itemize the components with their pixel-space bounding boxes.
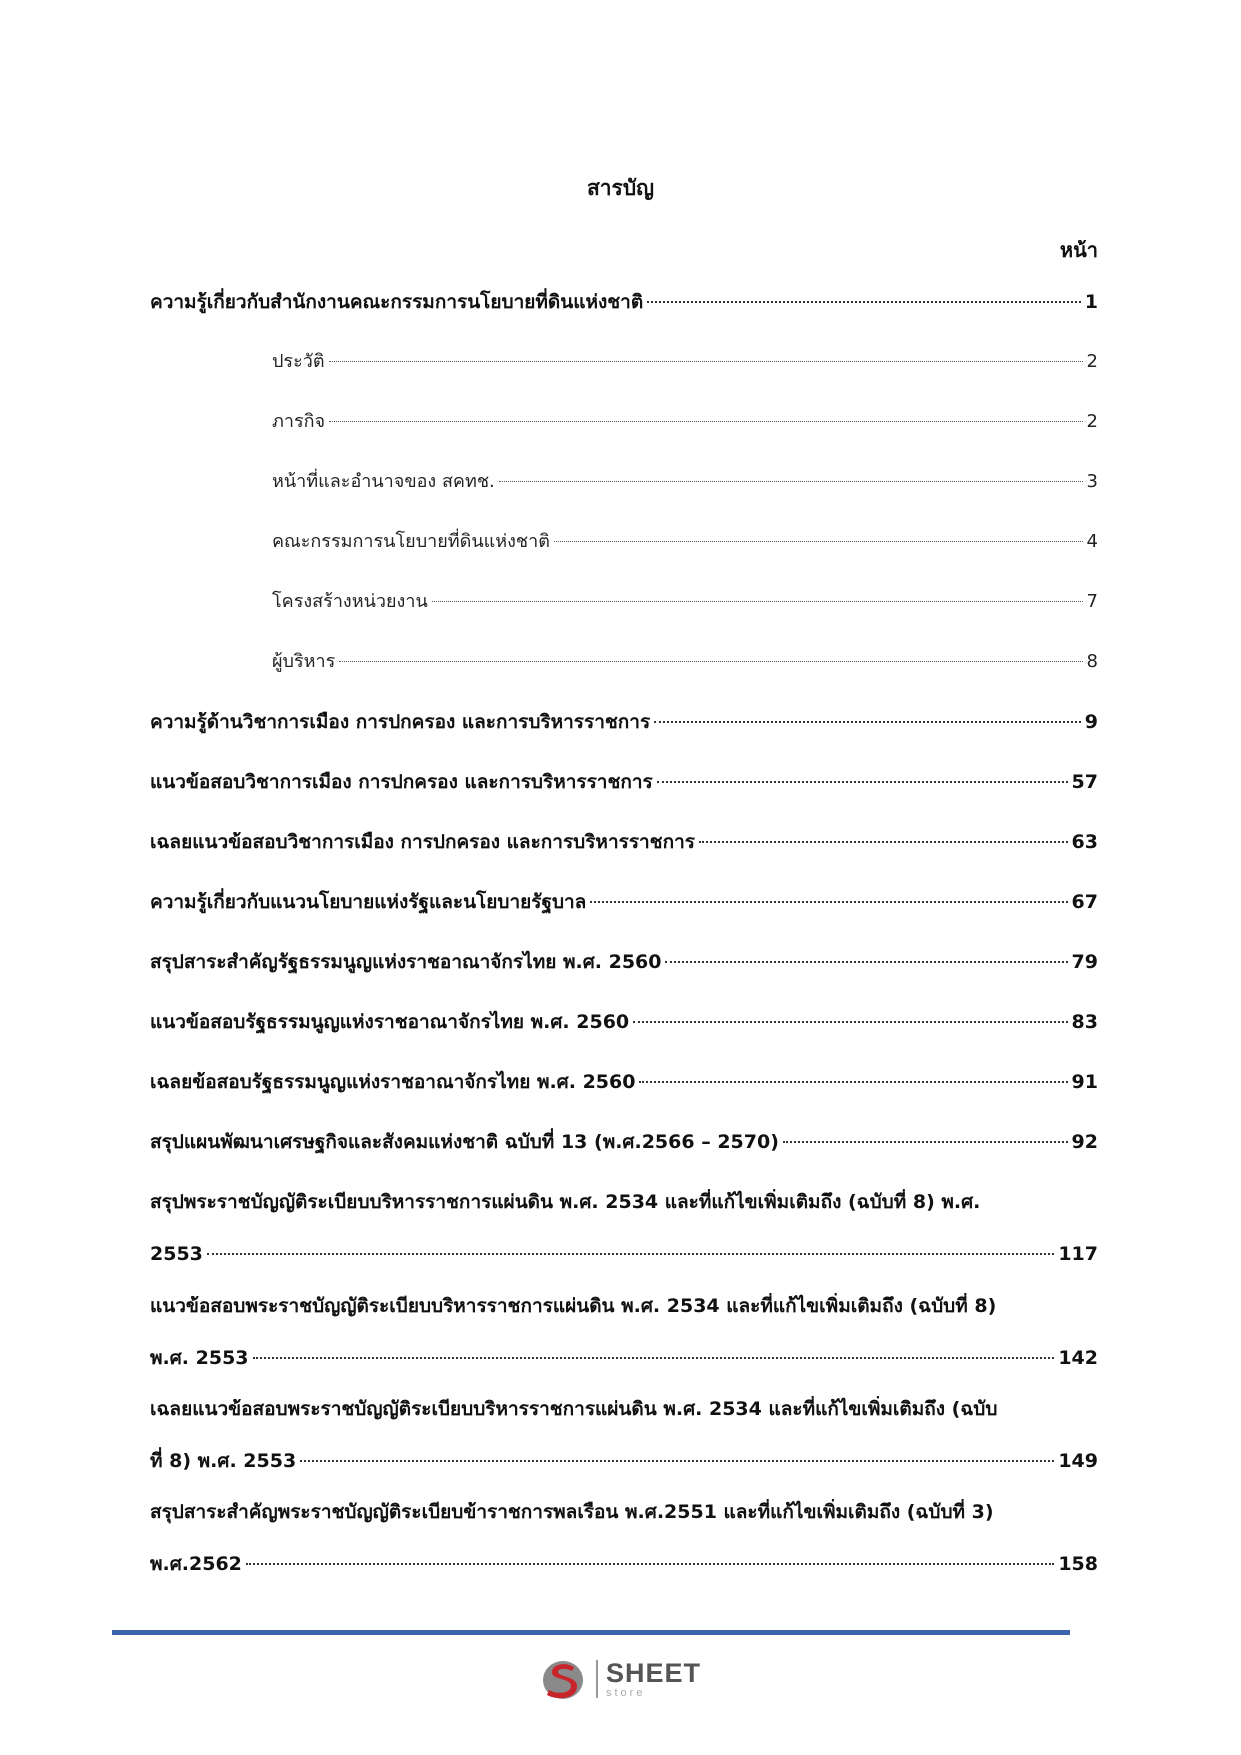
- toc-entry-title: เฉลยแนวข้อสอบวิชาการเมือง การปกครอง และการบริหารราชการ: [150, 831, 695, 853]
- leader-dots: [207, 1253, 1054, 1255]
- toc-entry-page: 2: [1086, 351, 1098, 372]
- toc-entry-title: ความรู้ด้านวิชาการเมือง การปกครอง และการบริหารราชการ: [150, 711, 651, 733]
- toc-entry-title: สรุปสาระสำคัญรัฐธรรมนูญแห่งราชอาณาจักรไทย พ.ศ. 2560: [150, 951, 662, 973]
- toc-entry-page: 1: [1084, 291, 1098, 313]
- leader-dots: [647, 301, 1081, 303]
- leader-dots: [654, 721, 1081, 723]
- leader-dots: [783, 1141, 1068, 1143]
- toc-entry[interactable]: [150, 1499, 1098, 1577]
- leader-dots: [665, 961, 1067, 963]
- toc-entry-page: 63: [1071, 831, 1098, 853]
- toc-entry-page: 79: [1071, 951, 1098, 973]
- toc-entry-title-line1: แนวข้อสอบพระราชบัญญัติระเบียบบริหารราชการแผ่นดิน พ.ศ. 2534 และที่แก้ไขเพิ่มเติมถึง (ฉบับที่ 8): [150, 1295, 997, 1317]
- toc-entry-page: 4: [1086, 531, 1098, 552]
- toc-entry-title: โครงสร้างหน่วยงาน: [272, 591, 428, 612]
- toc-entry-page: 8: [1086, 651, 1098, 672]
- toc-entry[interactable]: [150, 769, 1098, 795]
- logo-subword: store: [606, 1686, 646, 1699]
- toc-subentry[interactable]: [272, 469, 1098, 495]
- toc-entry[interactable]: [150, 889, 1098, 915]
- logo-word: SHEET: [606, 1657, 702, 1688]
- toc-entry-page: 91: [1071, 1071, 1098, 1093]
- toc-entry[interactable]: [150, 1293, 1098, 1371]
- toc-subentry[interactable]: [272, 349, 1098, 375]
- toc-entry-page: 158: [1058, 1553, 1098, 1575]
- toc-subentry[interactable]: [272, 529, 1098, 555]
- toc-entry[interactable]: [150, 1129, 1098, 1155]
- toc-entry[interactable]: [150, 1009, 1098, 1035]
- toc-entry-title: ความรู้เกี่ยวกับแนวนโยบายแห่งรัฐและนโยบายรัฐบาล: [150, 891, 587, 913]
- leader-dots: [499, 481, 1083, 482]
- toc-entry-title: หน้าที่และอำนาจของ สคทช.: [272, 471, 495, 492]
- toc-entry[interactable]: [150, 709, 1098, 735]
- leader-dots: [657, 781, 1068, 783]
- toc-entry-title-line1: สรุปสาระสำคัญพระราชบัญญัติระเบียบข้าราชการพลเรือน พ.ศ.2551 และที่แก้ไขเพิ่มเติมถึง (ฉบับที่ 3): [150, 1501, 994, 1523]
- footer-rule: [112, 1630, 1070, 1635]
- toc-entry-page: 83: [1071, 1011, 1098, 1033]
- leader-dots: [699, 841, 1068, 843]
- toc-subentry[interactable]: [272, 649, 1098, 675]
- toc-entry[interactable]: [150, 1396, 1098, 1474]
- toc-entry[interactable]: [150, 1069, 1098, 1095]
- page-title: สารบัญ: [586, 176, 655, 200]
- toc-entry-title-line2: พ.ศ.2562: [150, 1553, 242, 1575]
- toc-entry-title: คณะกรรมการนโยบายที่ดินแห่งชาติ: [272, 531, 550, 552]
- logo-separator: [596, 1660, 598, 1698]
- leader-dots: [339, 661, 1082, 662]
- toc-entry-page: 57: [1071, 771, 1098, 793]
- toc-subentry[interactable]: [272, 589, 1098, 615]
- leader-dots: [300, 1460, 1054, 1462]
- leader-dots: [253, 1357, 1055, 1359]
- toc-entry-page: 9: [1084, 711, 1098, 733]
- page-column-header: หน้า: [1059, 238, 1098, 262]
- toc-entry-title-line2: 2553: [150, 1243, 203, 1265]
- logo-s-icon: [540, 1656, 590, 1702]
- toc-entry-title: ประวัติ: [272, 351, 325, 372]
- leader-dots: [432, 601, 1083, 602]
- toc-entry[interactable]: [150, 1189, 1098, 1267]
- toc-entry-page: 149: [1058, 1450, 1098, 1472]
- toc-entry-page: 3: [1086, 471, 1098, 492]
- logo-wordmark: [606, 1657, 702, 1699]
- toc-entry-title-line2: พ.ศ. 2553: [150, 1347, 249, 1369]
- sheet-store-logo: [540, 1655, 701, 1703]
- toc-entry-page: 92: [1071, 1131, 1098, 1153]
- leader-dots: [246, 1563, 1054, 1565]
- toc-entry-title: เฉลยข้อสอบรัฐธรรมนูญแห่งราชอาณาจักรไทย พ.ศ. 2560: [150, 1071, 636, 1093]
- toc-entry-title-line1: สรุปพระราชบัญญัติระเบียบบริหารราชการแผ่นดิน พ.ศ. 2534 และที่แก้ไขเพิ่มเติมถึง (ฉบับที่ 8) พ.ศ.: [150, 1191, 981, 1213]
- toc-entry[interactable]: [150, 949, 1098, 975]
- toc-subentry[interactable]: [272, 409, 1098, 435]
- toc-entry-title: แนวข้อสอบวิชาการเมือง การปกครอง และการบริหารราชการ: [150, 771, 653, 793]
- toc-entry-title: แนวข้อสอบรัฐธรรมนูญแห่งราชอาณาจักรไทย พ.ศ. 2560: [150, 1011, 630, 1033]
- toc-entry[interactable]: [150, 289, 1098, 315]
- toc-entry-page: 117: [1058, 1243, 1098, 1265]
- toc-entry-page: 142: [1058, 1347, 1098, 1369]
- leader-dots: [329, 361, 1083, 362]
- toc-entry-page: 7: [1086, 591, 1098, 612]
- toc-entry[interactable]: [150, 829, 1098, 855]
- leader-dots: [554, 541, 1083, 542]
- toc-entry-title: ความรู้เกี่ยวกับสำนักงานคณะกรรมการนโยบายที่ดินแห่งชาติ: [150, 291, 644, 313]
- toc-entry-title-line1: เฉลยแนวข้อสอบพระราชบัญญัติระเบียบบริหารราชการแผ่นดิน พ.ศ. 2534 และที่แก้ไขเพิ่มเติมถึง (ฉบับ: [150, 1398, 998, 1420]
- toc-entry-page: 67: [1071, 891, 1098, 913]
- toc-entry-title: ภารกิจ: [272, 411, 326, 432]
- leader-dots: [639, 1081, 1067, 1083]
- leader-dots: [329, 421, 1082, 422]
- toc-entry-title: ผู้บริหาร: [272, 651, 336, 672]
- toc-entry-title-line2: ที่ 8) พ.ศ. 2553: [150, 1450, 297, 1472]
- leader-dots: [633, 1021, 1067, 1023]
- leader-dots: [590, 901, 1067, 903]
- toc-entry-page: 2: [1086, 411, 1098, 432]
- toc-entry-title: สรุปแผนพัฒนาเศรษฐกิจและสังคมแห่งชาติ ฉบับที่ 13 (พ.ศ.2566 – 2570): [150, 1131, 779, 1153]
